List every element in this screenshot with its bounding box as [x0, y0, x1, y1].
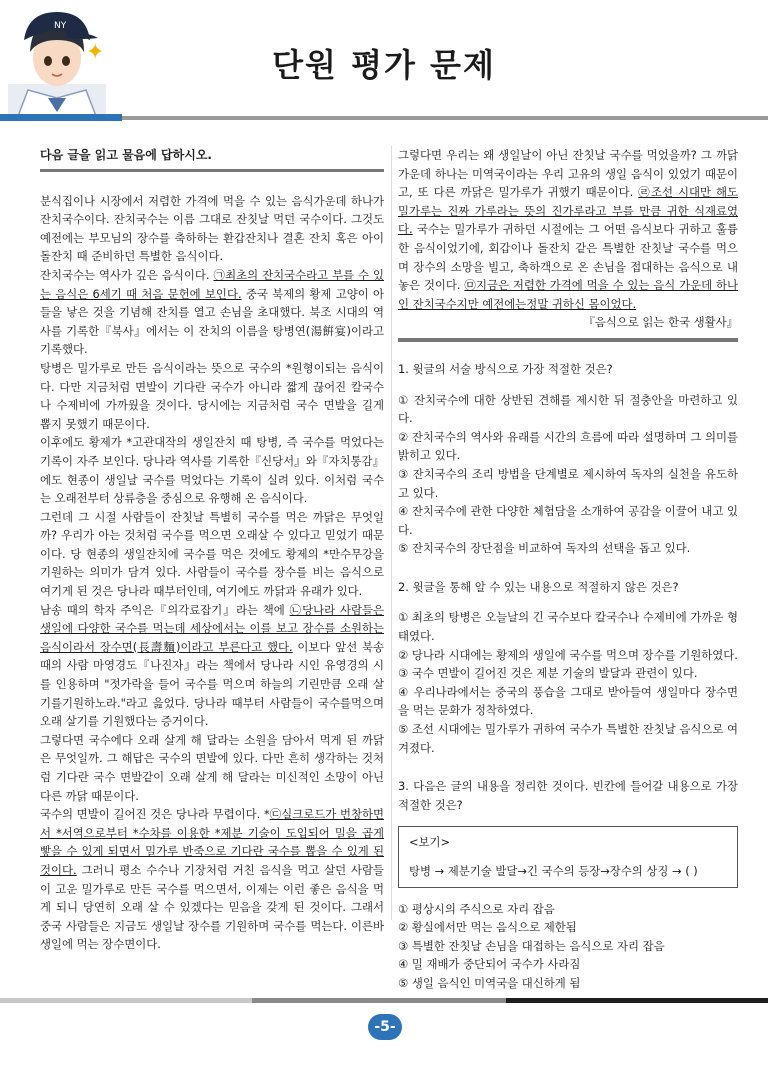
question-1-option[interactable]: ⑤ 잔치국수의 장단점을 비교하여 독자의 선택을 돕고 있다.: [398, 541, 691, 556]
question-2-option[interactable]: ① 최초의 탕병은 오늘날의 긴 국수보다 칼국수나 수제비에 가까운 형태였다.: [398, 610, 738, 644]
passage-right-column: [398, 146, 738, 993]
question-2-option[interactable]: ④ 우리나라에서는 중국의 풍습을 그대로 받아들여 생일마다 장수면을 먹는 문화가 정착하였다.: [398, 684, 738, 718]
underlined-sentence-a: ㉠최초의 잔치국수라고 부를 수 있는 음식은 6세기 때 처음 문헌에 보인다.: [40, 267, 384, 301]
underlined-sentence-e: ㉤지금은 저렴한 가격에 먹을 수 있는 음식 가운데 하나인 잔치국수지만 예전에는정말 귀하신 몸이었다.: [398, 278, 738, 311]
passage-left-column: [40, 146, 384, 954]
question-1-stem: 1. 윗글의 서술 방식으로 가장 적절한 것은?: [398, 361, 613, 376]
example-box: [398, 826, 738, 887]
passage-paragraph: 분식집이나 시장에서 저렴한 가격에 먹을 수 있는 음식가운데 하나가 잔치국수이다. 잔치국수는 이름 그대로 잔칫날 먹던 국수이다. 그것도 예전에는 부모님의 장수를 축하하는 환갑잔치나 결혼 잔치 혹은 아이 돌잔치 때 준비하던 특별한 음식이다.: [40, 193, 384, 264]
passage-paragraph: 탕병은 밀가루로 만든 음식이라는 뜻으로 국수의 *원형이되는 음식이다. 다만 지금처럼 면발이 기다란 국수가 아니라 짧게 끊어진 칼국수나 수제비에 가까웠을 것이다. 당시에는 지금처럼 국수 면발을 길게 뽑지 못했기 때문이다.: [40, 360, 384, 431]
underlined-sentence-c: ㉢실크로드가 번창하면서 *서역으로부터 *수차를 이용한 *제분 기술이 도입되어 밀을 곱게 빻을 수 있게 되면서 밀가루 반죽으로 기다란 국수를 뽑을 수 있게 된 것이다.: [40, 807, 384, 877]
underlined-sentence-b: ㉡당나라 사람들은 생일에 다양한 국수를 먹는데 세상에서는 이를 보고 장수를 소원하는 음식이라서 장수면(長壽麵)이라고 부른다고 했다.: [40, 602, 384, 654]
passage-paragraph: 남송 때의 학자 주익은『의각료잡기』라는 책에 ㉡당나라 사람들은 생일에 다양한 국수를 먹는데 세상에서는 이를 보고 장수를 소원하는 음식이라서 장수면(長壽麵)이라고 부른다고 했다. 이보다 앞선 북송 때의 사람 마영경도『나진자』라는 책에서 당나라 시인 유영경의 시를 인용하며 "젓가락을 들어 국수를 먹으며 하늘의 기린만큼 오래 살기를기원하노라."라고 읊었다. 당나라 때부터 사람들이 국수를먹으며 오래 살기를 기원했다는 증거이다.: [40, 602, 384, 729]
question-1-option[interactable]: ④ 잔치국수에 관한 다양한 체험담을 소개하여 공감을 이끌어 내고 있다.: [398, 504, 738, 537]
svg-text:NY: NY: [54, 21, 67, 31]
question-1-option[interactable]: ② 잔치국수의 역사와 유래를 시간의 흐름에 따라 설명하며 그 의미를 밝히고 있다.: [398, 429, 738, 463]
question-1-option[interactable]: ① 잔치국수에 대한 상반된 견해를 제시한 뒤 절충안을 마련하고 있다.: [398, 392, 738, 426]
footer-bar-dark: [506, 998, 768, 1003]
passage-paragraph: 그렇다면 국수에다 오래 살게 해 달라는 소원을 담아서 먹게 된 까닭은 무엇일까. 그 해답은 국수의 면발에 있다. 다만 흔히 생각하는 것처럼 기다란 국수 면발같이 오래 살게 해 달라는 미신적인 소망이 아닌 다른 까닭 때문이다.: [40, 732, 384, 803]
page-number: -5-: [368, 1014, 402, 1040]
footer-bar-mid: [252, 998, 506, 1003]
question-2-option[interactable]: ⑤ 조선 시대에는 밀가루가 귀하여 국수가 특별한 잔칫날 음식으로 여겨졌다.: [398, 722, 738, 755]
question-2-option[interactable]: ③ 국수 면발이 길어진 것은 제분 기술의 발달과 관련이 있다.: [398, 666, 698, 681]
example-box-text: 탕병 → 제분기술 발달→긴 국수의 등장→장수의 상징 → ( ): [409, 864, 698, 878]
header-accent-bar: [0, 114, 122, 121]
question-3-option[interactable]: ④ 밀 재배가 중단되어 국수가 사라짐: [398, 957, 581, 972]
question-3-option[interactable]: ② 황실에서만 먹는 음식으로 제한됨: [398, 920, 577, 935]
example-box-title: <보기>: [409, 835, 451, 850]
question-3-option[interactable]: ① 평상시의 주식으로 자리 잡음: [398, 901, 555, 916]
header-divider: [122, 116, 768, 120]
column-divider: [391, 146, 392, 920]
passage-paragraph: 잔치국수는 역사가 깊은 음식이다. ㉠최초의 잔치국수라고 부를 수 있는 음식은 6세기 때 처음 문헌에 보인다. 중국 북제의 황제 고양이 아들을 낳은 것을 기념해 잔치를 열고 손님을 초대했다. 북조 시대의 역사를 기록한『북사』에서는 이 잔치의 이름을 탕병연(湯餠宴)이라고 기록했다.: [40, 267, 384, 357]
passage-paragraph: 그렇다면 우리는 왜 생일날이 아닌 잔칫날 국수를 먹었을까? 그 까닭 가운데 하나는 미역국이라는 우리 고유의 생일 음식이 있었기 때문이고, 또 다른 까닭은 밀가루가 귀했기 때문이다. ㉣조선 시대만 해도 밀가루는 진짜 가루라는 뜻의 진가루라고 부를 만큼 귀한 식재료였다. 국수는 밀가루가 귀하던 시절에는 그 어떤 음식보다 귀하고 훌륭한 음식이었기에, 회갑이나 돌잔치 같은 특별한 잔칫날 국수를 먹으며 장수의 소망을 빌고, 축하객으로 온 손님을 접대하는 음식으로 내놓은 것이다. ㉤지금은 저렴한 가격에 먹을 수 있는 음식 가운데 하나인 잔치국수지만 예전에는정말 귀하신 몸이었다.: [398, 148, 738, 311]
question-2-stem: 2. 윗글을 통해 알 수 있는 내용으로 적절하지 않은 것은?: [398, 579, 679, 594]
passage-paragraph: 그런데 그 시절 사람들이 잔칫날 특별히 국수를 먹은 까닭은 무엇일까? 우리가 아는 것처럼 국수를 먹으면 오래살 수 있다고 믿었기 때문이다. 당 현종의 생일잔치에 국수를 먹은 것에도 황제의 *만수무강을 기원하는 의미가 담겨 있다. 사람들이 국수를 장수를 비는 음식으로 여기게 된 것은 당나라 때부터인데, 여기에도 까닭과 유래가 있다.: [40, 509, 384, 599]
passage-paragraph: 이후에도 황제가 *고관대작의 생일잔치 때 탕병, 즉 국수를 먹었다는 기록이 자주 보인다. 당나라 역사를 기록한『신당서』와『자치통감』에도 현종이 생일날 국수를 먹었다는 기록이 실려 있다. 이처럼 국수는 오래전부터 상류층을 중심으로 유행해 온 음식이다.: [40, 435, 384, 506]
question-3-stem: 3. 다음은 글의 내용을 정리한 것이다. 빈칸에 들어갈 내용으로 가장 적절한 것은?: [398, 779, 738, 812]
page-title: 단원 평가 문제: [272, 46, 496, 84]
passage-paragraph: 국수의 면발이 길어진 것은 당나라 무렵이다. *㉢실크로드가 번창하면서 *서역으로부터 *수차를 이용한 *제분 기술이 도입되어 밀을 곱게 빻을 수 있게 되면서 밀가루 반죽으로 기다란 국수를 뽑을 수 있게 된 것이다. 그러니 평소 수수나 기장처럼 거친 음식을 먹고 살던 사람들이 고운 밀가루로 만든 국수를 먹으면서, 이제는 이런 좋은 음식을 먹게 되니 당연히 오래 살 수 있겠다는 믿음을 갖게 된 것이다. 그래서 중국 사람들은 지금도 생일날 장수를 기원하며 국수를 먹는다. 이른바 생일에 먹는 장수면이다.: [40, 807, 384, 952]
question-1-option[interactable]: ③ 잔치국수의 조리 방법을 단계별로 제시하여 독자의 실천을 유도하고 있다.: [398, 466, 738, 500]
instruction: 다음 글을 읽고 물음에 답하시오.: [40, 146, 384, 172]
footer-bar-light: [0, 998, 252, 1003]
underlined-sentence-d: ㉣조선 시대만 해도 밀가루는 진짜 가루라는 뜻의 진가루라고 부를 만큼 귀한 식재료였다.: [398, 185, 738, 237]
passage-end-divider: [398, 338, 738, 342]
page-header: [0, 0, 768, 120]
question-3-option[interactable]: ③ 특별한 잔칫날 손님을 대접하는 음식으로 자리 잡음: [398, 938, 665, 953]
source-citation: 『음식으로 읽는 한국 생활사』: [583, 315, 738, 330]
question-3-option[interactable]: ⑤ 생일 음식인 미역국을 대신하게 됨: [398, 975, 581, 990]
sparkle-icon: ✦: [86, 40, 105, 65]
question-2-option[interactable]: ② 당나라 시대에는 황제의 생일에 국수를 먹으며 장수를 기원하였다.: [398, 647, 738, 662]
